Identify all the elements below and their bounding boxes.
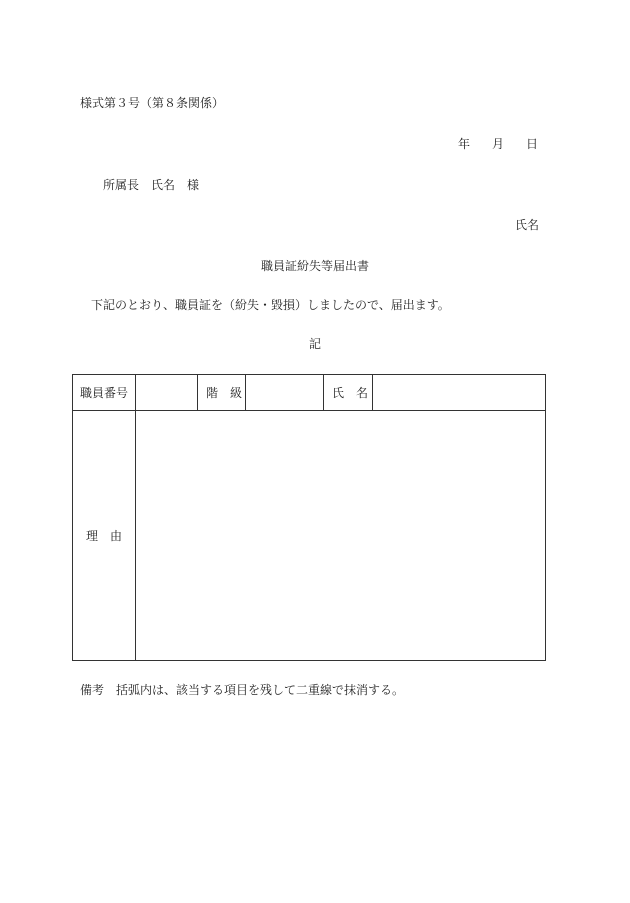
- remarks-note: 備考 括弧内は、該当する項目を残して二重線で抹消する。: [80, 683, 405, 697]
- employee-number-field[interactable]: [136, 375, 198, 411]
- date-day: 日: [525, 137, 538, 151]
- ki-heading: 記: [308, 337, 321, 351]
- employee-number-label: 職員番号: [73, 375, 136, 411]
- reason-field[interactable]: [136, 411, 546, 661]
- name-field[interactable]: [373, 375, 546, 411]
- date-line: [458, 138, 538, 150]
- table-reason-row: [73, 411, 546, 661]
- rank-field[interactable]: [246, 375, 324, 411]
- rank-label: 階 級: [198, 375, 246, 411]
- document-title: 職員証紛失等届出書: [260, 259, 369, 273]
- date-month: 月: [491, 137, 504, 151]
- form-table: [72, 374, 546, 661]
- addressee: 所属長 氏名 様: [103, 178, 200, 192]
- table-header-row: [73, 375, 546, 411]
- date-year: 年: [457, 137, 470, 151]
- name-label: 氏 名: [324, 375, 373, 411]
- reason-label: 理 由: [73, 411, 136, 661]
- body-text: 下記のとおり、職員証を（紛失・毀損）しましたので、届出ます。: [91, 298, 450, 312]
- applicant-name-label: 氏名: [514, 218, 539, 232]
- form-number: 様式第３号（第８条関係）: [80, 96, 225, 110]
